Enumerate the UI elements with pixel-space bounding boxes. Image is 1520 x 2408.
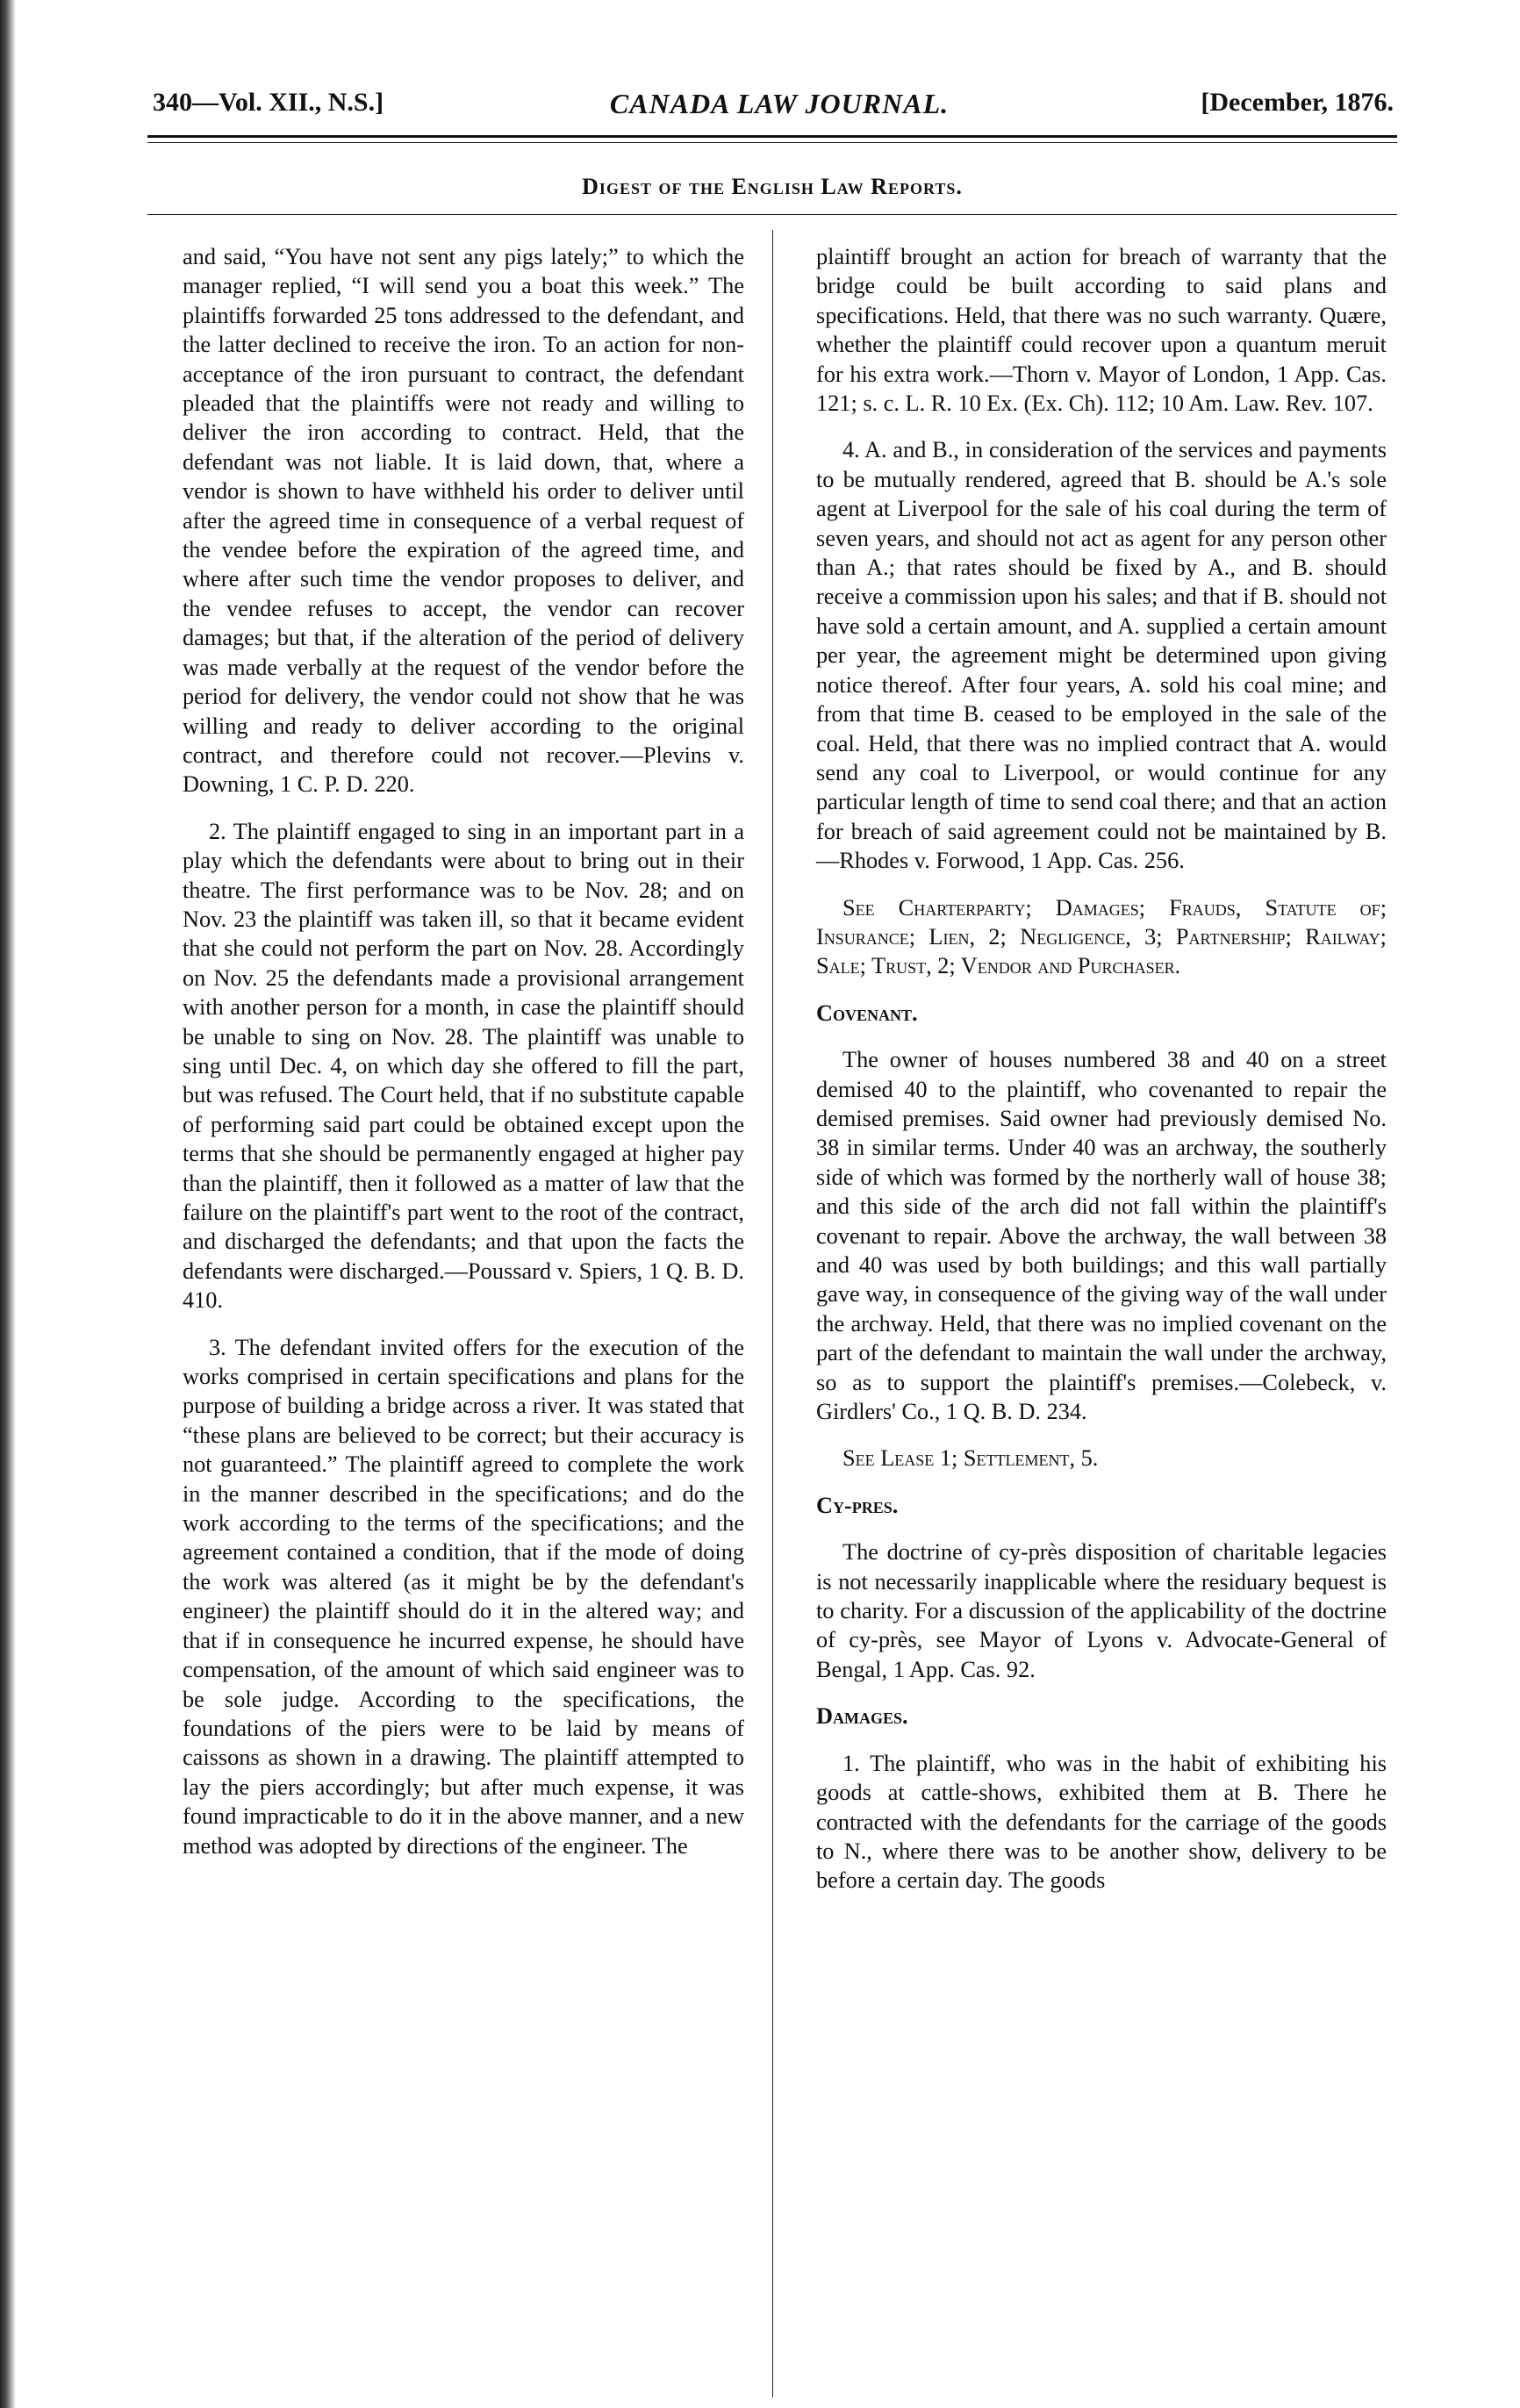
see-also-references: See Charterparty; Damages; Frauds, Statute of; Insurance; Lien, 2; Negligence, 3; Partnership; Railway; Sale; Trust, 2; Vendor and Purchaser. [816,894,1387,979]
paragraph-cy-pres: The doctrine of cy-près disposition of charitable legacies is not necessarily inapplicable where the residuary bequest is to charity. For a discussion of the applicability of the doctrine of cy-près, see Mayor of Lyons v. Advocate-General of Bengal, 1 App. Cas. 92. [816,1539,1387,1682]
right-column [816,242,1387,1896]
heading-damages: Damages. [816,1703,908,1730]
page-scan-edge [0,0,16,2408]
journal-title: CANADA LAW JOURNAL. [609,88,950,119]
section-rule [147,214,1397,215]
paragraph-covenant: The owner of houses numbered 38 and 40 on a street demised 40 to the plaintiff, who covenanted to repair the demised premises. Said owner had previously demised No. 38 in similar terms. Under 40 was an archway, the southerly side of which was formed by the northerly wall of house 38; and this side of the arch did not fall within the plaintiff's covenant to repair. Above the archway, the wall between 38 and 40 was used by both buildings; and this wall partially gave way, in consequence of the giving way of the wall under the archway. Held, that there was no implied covenant on the part of the defendant to maintain the wall under the archway, so as to support the plaintiff's premises.—Colebeck, v. Girdlers' Co., 1 Q. B. D. 234. [816,1047,1387,1425]
header-rule-thick [147,135,1397,138]
running-header [147,88,1394,132]
header-rule-thin [147,142,1397,143]
heading-covenant: Covenant. [816,1000,918,1026]
issue-date: [December, 1876. [1201,88,1394,117]
volume-page-label: 340—Vol. XII., N.S.] [153,88,384,117]
paragraph-continued: and said, “You have not sent any pigs lately;” to which the manager replied, “I will send you a boat this week.” The plaintiffs forwarded 25 tons addressed to the defendant, and the latter declined to receive the iron. To an action for non-acceptance of the iron pursuant to contract, the defendant pleaded that the plaintiffs were not ready and willing to deliver the iron according to contract. Held, that the defendant was not liable. It is laid down, that, where a vendor is shown to have withheld his order to deliver until after the agreed time in consequence of a verbal request of the vendee before the expiration of the agreed time, and where after such time the vendor proposes to deliver, and the vendee refuses to accept, the vendor can recover damages; but that, if the alteration of the period of delivery was made verbally at the request of the vendor before the period for delivery, the vendor could not show that he was willing and ready to deliver according to the original contract, and therefore could not recover.—Plevins v. Downing, 1 C. P. D. 220. [183,244,744,798]
heading-cy-pres: Cy-pres. [816,1492,899,1518]
paragraph-continued-right: plaintiff brought an action for breach of warranty that the bridge could be built according to said plans and specifications. Held, that there was no such warranty. Quære, whether the plaintiff could recover upon a quantum meruit for his extra work.—Thorn v. Mayor of London, 1 App. Cas. 121; s. c. L. R. 10 Ex. (Ex. Ch). 112; 10 Am. Law. Rev. 107. [816,244,1387,417]
paragraph-damages-1: 1. The plaintiff, who was in the habit of exhibiting his goods at cattle-shows, exhibited them at B. There he contracted with the defendants for the carriage of the goods to N., where there was to be another show, delivery to be before a certain day. The goods [816,1750,1387,1894]
paragraph-case-3: 3. The defendant invited offers for the execution of the works comprised in certain specifications and plans for the purpose of building a bridge across a river. It was stated that “these plans are believed to be correct; but their accuracy is not guaranteed.” The plaintiff agreed to complete the work in the manner described in the specifications; and do the work according to the terms of the specifications; and the agreement contained a condition, that if the mode of doing the work was altered (as it might be by the defendant's engineer) the plaintiff should do it in the altered way; and that if in consequence he incurred expense, he should have compensation, of the amount of which said engineer was to be sole judge. According to the specifications, the foundations of the piers were to be laid by means of caissons as shown in a drawing. The plaintiff attempted to lay the piers accordingly; but after much expense, it was found impracticable to do it in the above manner, and a new method was adopted by directions of the engineer. The [183,1334,744,1859]
section-title: Digest of the English Law Reports. [582,174,963,199]
column-divider [772,230,773,2397]
left-column [183,242,744,1860]
paragraph-case-4: 4. A. and B., in consideration of the services and payments to be mutually rendered, agreed that B. should be A.'s sole agent at Liverpool for the sale of his coal during the term of seven years, and should not act as agent for any person other than A.; that rates should be fixed by A., and B. should receive a commission upon his sales; and that if B. should not have sold a certain amount, and A. supplied a certain amount per year, the agreement might be determined upon giving notice thereof. After four years, A. sold his coal mine; and from that time B. ceased to be employed in the sale of the coal. Held, that there was no implied contract that A. would send any coal to Liverpool, or would continue for any particular length of time to send coal there; and that an action for breach of said agreement could not be maintained by B.—Rhodes v. Forwood, 1 App. Cas. 256. [816,437,1387,874]
see-also-covenant: See Lease 1; Settlement, 5. [842,1445,1099,1472]
paragraph-case-2: 2. The plaintiff engaged to sing in an important part in a play which the defendants were about to bring out in their theatre. The first performance was to be Nov. 28; and on Nov. 23 the plaintiff was taken ill, so that it became evident that she could not perform the part on Nov. 28. Accordingly on Nov. 25 the defendants made a provisional arrangement with another person for a month, in case the plaintiff should be unable to sing on Nov. 28. The plaintiff was unable to sing until Dec. 4, on which day she offered to fill the part, but was refused. The Court held, that if no substitute capable of performing said part could be obtained except upon the terms that she should be permanently engaged at higher pay than the plaintiff, then it followed as a matter of law that the failure on the plaintiff's part went to the root of the contract, and discharged the defendants; and that upon the facts the defendants were discharged.—Poussard v. Spiers, 1 Q. B. D. 410. [183,818,744,1314]
